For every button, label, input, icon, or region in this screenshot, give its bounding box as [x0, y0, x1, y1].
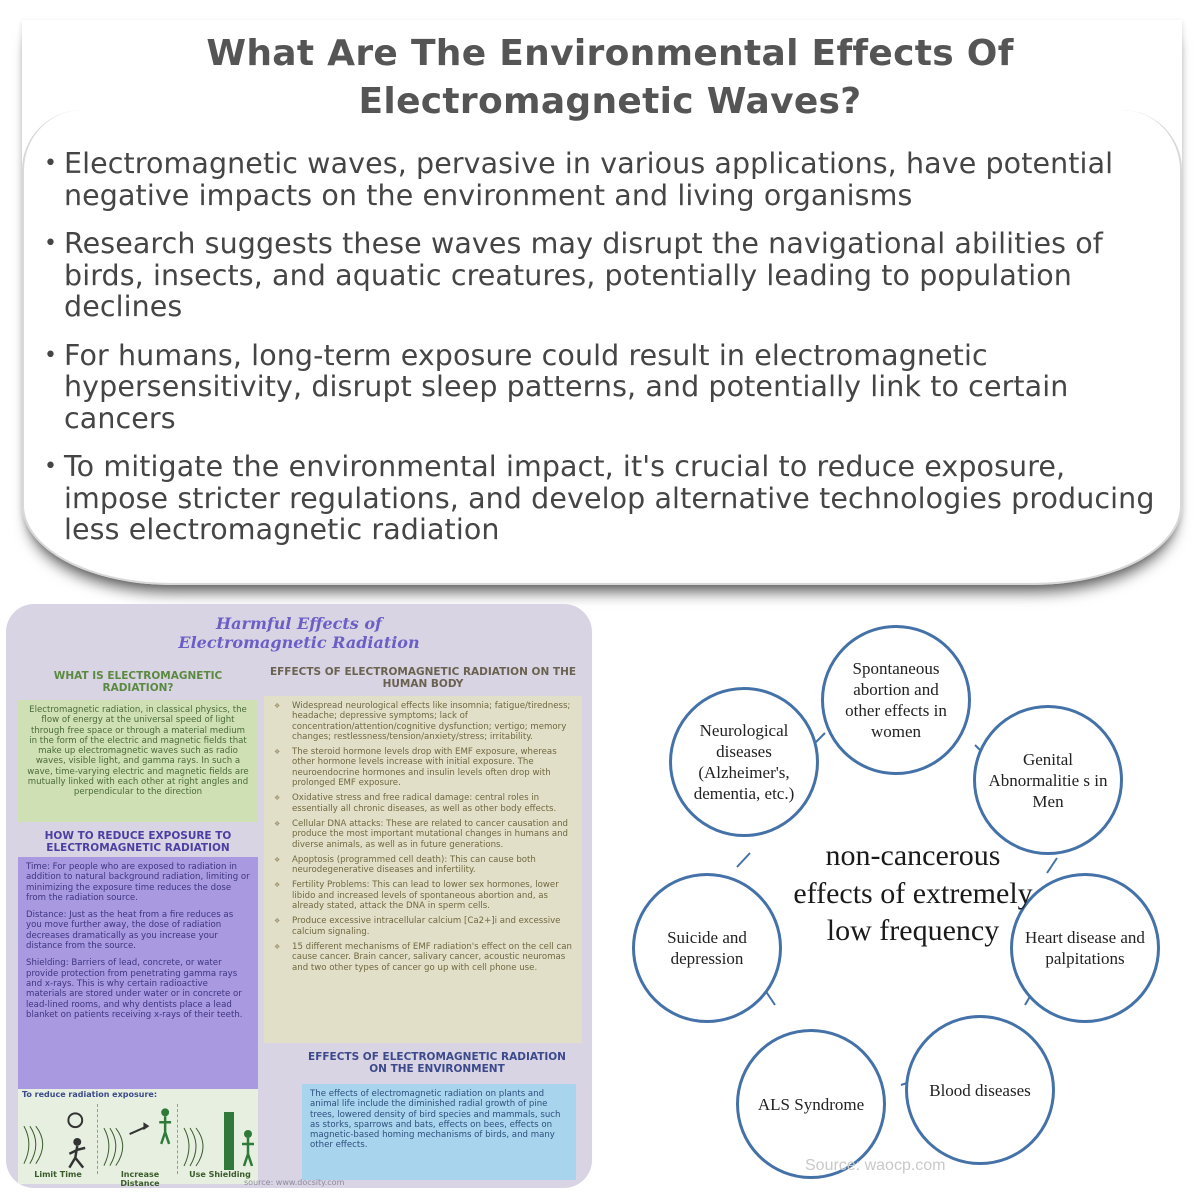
bullet-item: • To mitigate the environmental impact, it's crucial to reduce exposure, impose stricter regulations, and develop alternative technologies producing less electromagnetic radiation [42, 451, 1172, 546]
human-body-box [264, 696, 582, 1043]
what-is-heading: WHAT IS ELECTROMAGNETIC RADIATION? [53, 670, 223, 694]
node-suicide-depression: Suicide and depression [632, 873, 782, 1023]
human-body-item: ❖ Oxidative stress and free radical damage: central roles in essentially all chronic diseases, as well as other body effects. [272, 793, 574, 814]
use-shielding-label: Use Shielding [189, 1170, 251, 1179]
reduce-item: Shielding: Barriers of lead, concrete, or water provide protection from penetrating gamma rays and x-rays. This is why certain radioactive materials are stored under water or in concrete or lead-lined rooms, and why dentists place a lead blanket on patients receiving x-rays of their teeth. [26, 958, 243, 1020]
human-body-item: ❖ 15 different mechanisms of EMF radiation's effect on the cell can cause cancer. Brain cancer, salivary cancer, acoustic neuromas and two other types of cancer go up with cell phone use. [272, 942, 574, 973]
human-body-item: ❖ Fertility Problems: This can lead to lower sex hormones, lower libido and increased levels of spontaneous abortion and, as already stated, attack the DNA in sperm cells. [272, 880, 574, 911]
infographic-title-line: Harmful Effects of [216, 614, 382, 633]
human-body-item: ❖ Produce excessive intracellular calcium [Ca2+]i and excessive calcium signaling. [272, 916, 574, 937]
human-body-item: ❖ Cellular DNA attacks: These are related to cancer causation and produce the most important mutational changes in humans and diverse animals, as well as in future generations. [272, 819, 574, 850]
infographic-title-line: Electromagnetic Radiation [178, 633, 420, 652]
infographic-image [6, 604, 592, 1188]
reduce-item: Distance: Just as the heat from a fire reduces as you move further away, the dose of radiation decreases dramatically as you increase your distance from the source. [26, 910, 234, 952]
human-body-item: ❖ The steroid hormone levels drop with EMF exposure, whereas other hormone levels increase with initial exposure. The neuroendocrine hormones and insulin levels often drop with prolonged EMF exposure. [272, 747, 574, 788]
environment-heading: EFFECTS OF ELECTROMAGNETIC RADIATION ON THE ENVIRONMENT [308, 1051, 566, 1075]
infographic-source: source: www.docsity.com [244, 1178, 345, 1187]
node-als-syndrome: ALS Syndrome [736, 1029, 886, 1179]
effects-diagram [615, 605, 1200, 1200]
reduce-item: Time: For people who are exposed to radiation in addition to natural background radiation, limiting or minimizing the exposure time reduces the dose from the radiation source. [26, 862, 250, 903]
environment-text: The effects of electromagnetic radiation on plants and animal life include the diminished radial growth of pine trees, lowered density of bird species and mammals, such as storks, sparrows and bats, effects on bees, effects on magnetic-based homing mechanisms of birds, and many other effects. [302, 1084, 576, 1180]
node-genital-abnormalities: Genital Abnormalitie s in Men [973, 705, 1123, 855]
human-body-heading: EFFECTS OF ELECTROMAGNETIC RADIATION ON THE HUMAN BODY [269, 666, 577, 690]
bullet-item: • Research suggests these waves may disrupt the navigational abilities of birds, insects, and aquatic creatures, potentially leading to population declines [42, 228, 1172, 323]
bullet-item: • For humans, long-term exposure could result in electromagnetic hypersensitivity, disrupt sleep patterns, and potentially link to certain cancers [42, 340, 1172, 435]
bullet-item: • Electromagnetic waves, pervasive in various applications, have potential negative impacts on the environment and living organisms [42, 148, 1172, 211]
infographic-title [6, 614, 592, 652]
node-women-effects: Spontaneous abortion and other effects in women [821, 625, 971, 775]
human-body-item: ❖ Apoptosis (programmed cell death): This can cause both neurodegenerative diseases and infertility. [272, 855, 574, 876]
node-blood-diseases: Blood diseases [905, 1015, 1055, 1165]
use-shielding-icon [180, 1104, 258, 1174]
page-title: What Are The Environmental Effects Of Electromagnetic Waves? [206, 33, 1014, 122]
increase-distance-label: Increase Distance [120, 1170, 160, 1188]
node-heart-disease: Heart disease and palpitations [1010, 873, 1160, 1023]
diagram-center-label: non-cancerous effects of extremely low frequency [793, 839, 1033, 947]
increase-distance-icon [100, 1104, 178, 1174]
exposure-illustration-title: To reduce radiation exposure: [22, 1090, 158, 1099]
bullet-list [42, 148, 1172, 563]
limit-time-icon [20, 1104, 98, 1174]
what-is-text: Electromagnetic radiation, in classical physics, the flow of energy at the universal speed of light through free space or through a material medium in the form of the electric and magnetic fields that make up electromagnetic waves such as radio waves, visible light, and gamma rays. In such a wave, time-varying electric and magnetic fields are mutually linked with each other at right angles and perpendicular to the direction [18, 700, 258, 822]
human-body-item: ❖ Widespread neurological effects like insomnia; fatigue/tiredness; headache; depressive symptoms; lack of concentration/attention/cognitive dysfunction; vertigo; memory changes; restlessness/tension/anxiety/stress; irritability. [272, 701, 574, 742]
node-neurological-diseases: Neurological diseases (Alzheimer's, dementia, etc.) [669, 687, 819, 837]
reduce-heading: HOW TO REDUCE EXPOSURE TO ELECTROMAGNETIC RADIATION [44, 830, 232, 854]
diagram-source: Source: waocp.com [805, 1157, 946, 1174]
limit-time-label: Limit Time [34, 1170, 82, 1179]
